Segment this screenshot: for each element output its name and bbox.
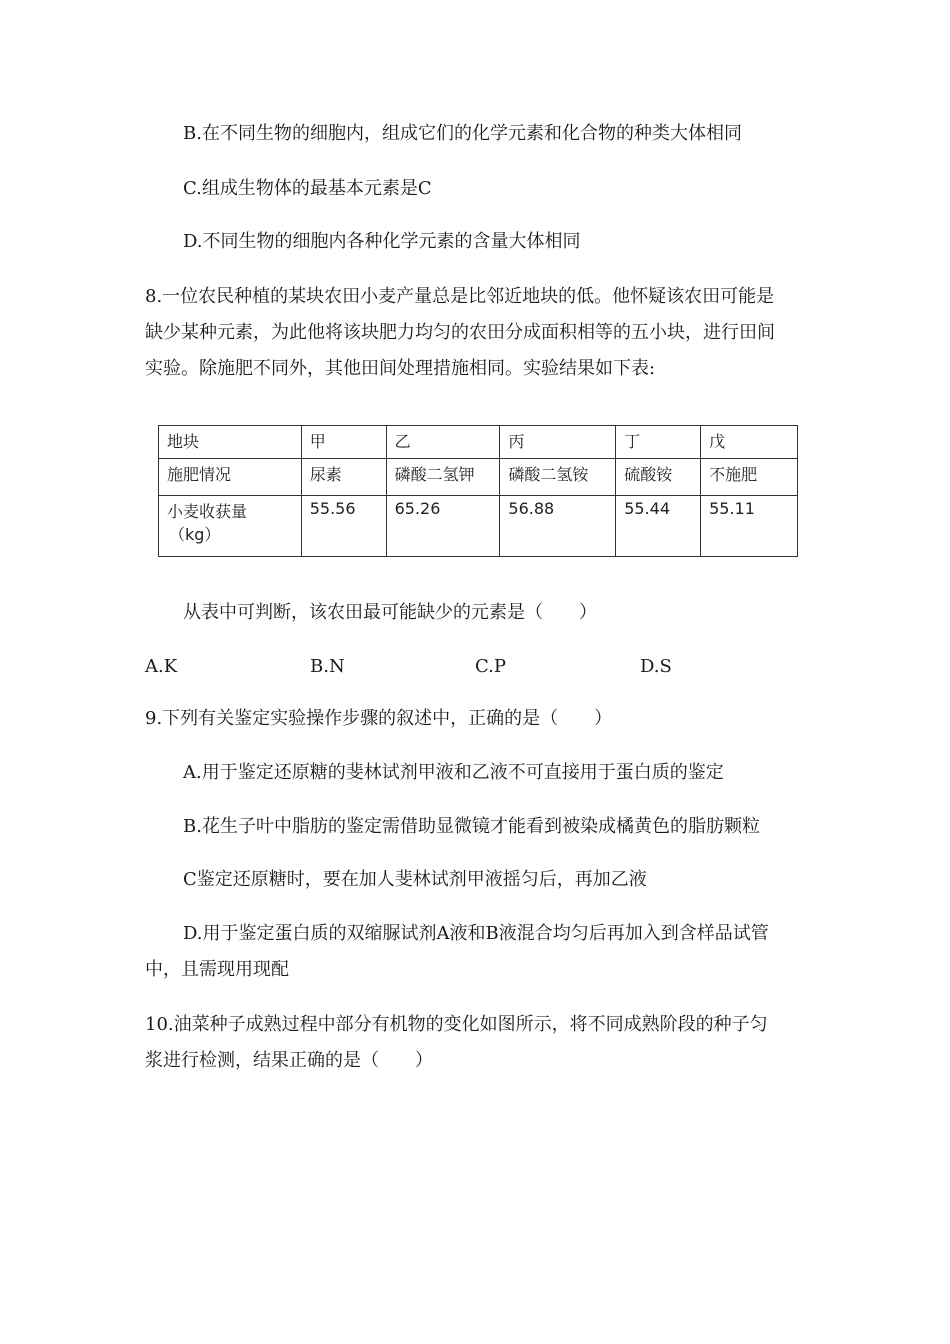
q8-question: 从表中可判断，该农田最可能缺少的元素是（ ） [183, 602, 597, 623]
q9-option-d: D.用于鉴定蛋白质的双缩脲试剂A液和B液混合均匀后再加入到含样品试管 [183, 923, 769, 944]
q8-stem-line-1: 8.一位农民种植的某块农田小麦产量总是比邻近地块的低。他怀疑该农田可能是 [145, 286, 775, 307]
fertilizer-cell: 硫酸铵 [616, 459, 701, 496]
q8-option-a: A.K [145, 656, 178, 677]
q7-option-c: C.组成生物体的最基本元素是C [183, 178, 432, 199]
q8-option-d: D.S [640, 656, 672, 677]
yield-cell: 65.26 [386, 496, 500, 557]
q10-stem-line-2: 浆进行检测，结果正确的是（ ） [145, 1050, 433, 1071]
q9-option-d-continued: 中，且需现用现配 [145, 959, 289, 980]
q8-stem-line-2: 缺少某种元素，为此他将该块肥力均匀的农田分成面积相等的五小块，进行田间 [145, 322, 775, 343]
q9-option-c: C鉴定还原糖时，要在加人斐林试剂甲液摇匀后，再加乙液 [183, 869, 647, 890]
row-header-fertilizer: 施肥情况 [159, 459, 302, 496]
yield-cell: 55.44 [616, 496, 701, 557]
plot-cell: 戊 [701, 426, 798, 459]
table-row-plot [159, 426, 798, 459]
yield-cell: 55.11 [701, 496, 798, 557]
q9-option-b: B.花生子叶中脂肪的鉴定需借助显微镜才能看到被染成橘黄色的脂肪颗粒 [183, 816, 760, 837]
plot-cell: 丙 [500, 426, 616, 459]
fertilizer-cell: 不施肥 [701, 459, 798, 496]
q8-stem-line-3: 实验。除施肥不同外，其他田间处理措施相同。实验结果如下表: [145, 358, 656, 379]
q9-stem: 9.下列有关鉴定实验操作步骤的叙述中，正确的是（ ） [145, 708, 613, 729]
q9-option-a: A.用于鉴定还原糖的斐林试剂甲液和乙液不可直接用于蛋白质的鉴定 [183, 762, 724, 783]
q7-option-b: B.在不同生物的细胞内，组成它们的化学元素和化合物的种类大体相同 [183, 123, 742, 144]
plot-cell: 丁 [616, 426, 701, 459]
yield-cell: 56.88 [500, 496, 616, 557]
yield-cell: 55.56 [301, 496, 386, 557]
yield-unit: （kg） [169, 525, 221, 544]
row-header-plot: 地块 [159, 426, 302, 459]
q8-option-b: B.N [310, 656, 345, 677]
table-row-yield [159, 496, 798, 557]
fertilizer-cell: 尿素 [301, 459, 386, 496]
fertilizer-cell: 磷酸二氢钾 [386, 459, 500, 496]
row-header-yield [159, 496, 302, 557]
q10-stem-line-1: 10.油菜种子成熟过程中部分有机物的变化如图所示，将不同成熟阶段的种子匀 [145, 1014, 768, 1035]
q7-option-d: D.不同生物的细胞内各种化学元素的含量大体相同 [183, 231, 581, 252]
fertilizer-cell: 磷酸二氢铵 [500, 459, 616, 496]
plot-cell: 甲 [301, 426, 386, 459]
fertilizer-results-table [158, 425, 798, 557]
plot-cell: 乙 [386, 426, 500, 459]
yield-label: 小麦收获量 [167, 502, 248, 521]
table-row-fertilizer [159, 459, 798, 496]
q8-option-c: C.P [475, 656, 506, 677]
